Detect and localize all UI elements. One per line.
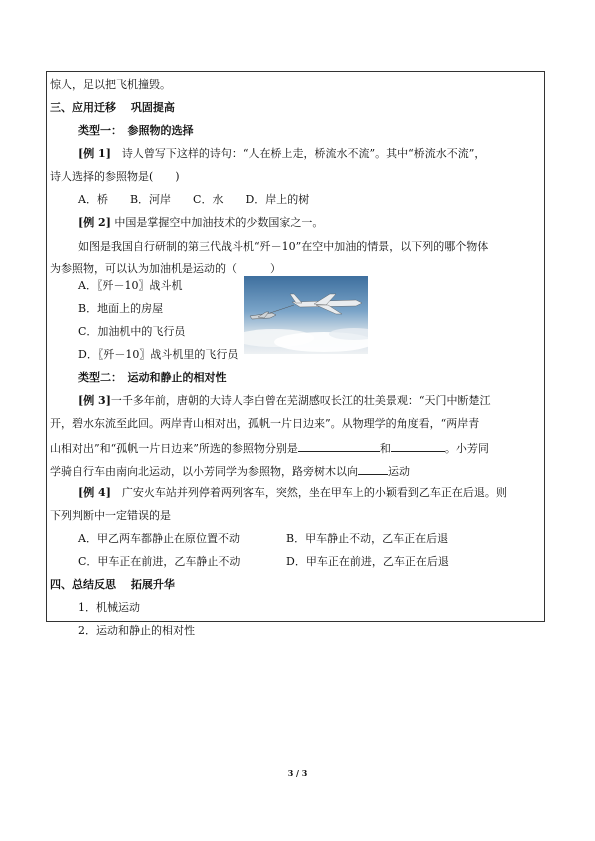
text-segment: 。小芳同 bbox=[444, 442, 489, 455]
example-tag: [例 4] bbox=[78, 486, 111, 499]
option-d: D．甲车正在前进，乙车正在后退 bbox=[286, 555, 449, 568]
text-line: 诗人选择的参照物是( ) bbox=[50, 170, 180, 183]
type-heading-2: 类型二： 运动和静止的相对性 bbox=[78, 371, 227, 384]
option-c: C．加油机中的飞行员 bbox=[78, 325, 186, 338]
text-segment: 学骑自行车由南向北运动，以小芳同学为参照物，路旁树木以向 bbox=[50, 465, 358, 478]
option-c: C．甲车正在前进，乙车静止不动 bbox=[78, 555, 241, 568]
type-heading-1: 类型一： 参照物的选择 bbox=[78, 124, 194, 137]
example-tag: [例 2] bbox=[78, 216, 111, 229]
text-segment: 山相对出”和“孤帆一片日边来”所选的参照物分别是 bbox=[50, 442, 298, 455]
text-line: 为参照物，可以认为加油机是运动的（ ） bbox=[50, 262, 281, 275]
text-segment: 运动 bbox=[388, 465, 410, 478]
example-4 bbox=[78, 486, 507, 500]
text-line-with-blanks bbox=[50, 440, 489, 456]
text-line: 如图是我国自行研制的第三代战斗机“歼－10”在空中加油的情景，以下列的哪个物体 bbox=[78, 240, 489, 253]
example-text: 广安火车站并列停着两列客车，突然，坐在甲车上的小颖看到乙车正在后退。则 bbox=[110, 486, 507, 499]
example-text: 中国是掌握空中加油技术的少数国家之一。 bbox=[110, 216, 324, 229]
answer-blank bbox=[358, 463, 388, 475]
text-line-with-blanks bbox=[50, 463, 410, 479]
answer-blank bbox=[298, 440, 380, 452]
option-d: D．〖歼－10〗战斗机里的飞行员 bbox=[78, 348, 239, 361]
text-segment: 和 bbox=[379, 442, 391, 455]
example-2 bbox=[78, 216, 323, 230]
page-number: 3 / 3 bbox=[287, 768, 308, 778]
option-a: A．甲乙两车都静止在原位置不动 bbox=[78, 532, 240, 545]
answer-blank bbox=[391, 440, 445, 452]
option-b: B．甲车静止不动，乙车正在后退 bbox=[286, 532, 449, 545]
option-b: B．地面上的房屋 bbox=[78, 302, 164, 315]
text-line: 下列判断中一定错误的是 bbox=[50, 509, 171, 522]
text-line: 开，碧水东流至此回。两岸青山相对出，孤帆一片日边来”。从物理学的角度看，“两岸青 bbox=[50, 417, 480, 430]
summary-item-2: 2．运动和静止的相对性 bbox=[78, 624, 195, 637]
example-3 bbox=[78, 394, 491, 408]
example-tag: [例 1] bbox=[78, 147, 111, 160]
options-line: A．桥 B．河岸 C．水 D．岸上的树 bbox=[78, 193, 310, 206]
option-a: A．〖歼－10〗战斗机 bbox=[78, 279, 183, 292]
example-text: 一千多年前，唐朝的大诗人李白曾在芜湖感叹长江的壮美景观：“天门中断楚江 bbox=[110, 394, 491, 407]
summary-item-1: 1．机械运动 bbox=[78, 601, 140, 614]
text-line: 惊人，足以把飞机撞毁。 bbox=[50, 78, 171, 91]
section-heading-4: 四、总结反思 拓展升华 bbox=[50, 578, 175, 591]
aerial-refueling-photo bbox=[244, 276, 368, 354]
example-1 bbox=[78, 147, 485, 161]
example-text: 诗人曾写下这样的诗句：“人在桥上走，桥流水不流”。其中“桥流水不流”， bbox=[110, 147, 486, 160]
section-heading-3: 三、应用迁移 巩固提高 bbox=[50, 101, 175, 114]
example-tag: [例 3] bbox=[78, 394, 111, 407]
